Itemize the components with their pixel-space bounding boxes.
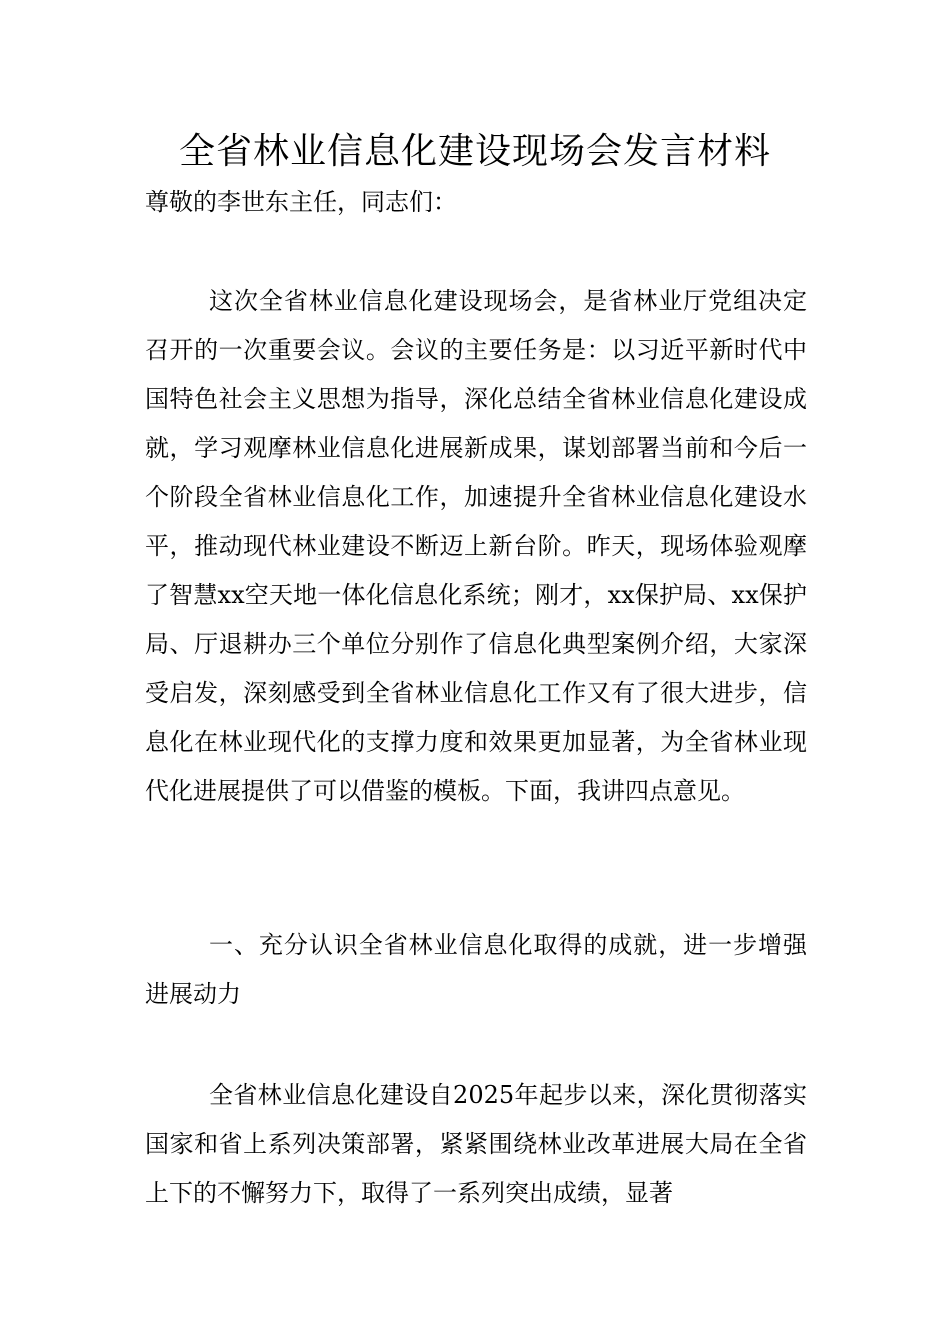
document-title: 全省林业信息化建设现场会发言材料	[178, 131, 771, 172]
body-paragraph-1: 这次全省林业信息化建设现场会，是省林业厅党组决定召开的一次重要会议。会议的主要任务是：以习近平新时代中国特色社会主义思想为指导，深化总结全省林业信息化建设成就，学习观摩林业信息化进展新成果，谋划部署当前和今后一个阶段全省林业信息化工作，加速提升全省林业信息化建设水平，推动现代林业建设不断迈上新台阶。昨天，现场体验观摩了智慧xx空天地一体化信息化系统；刚才，xx保护局、xx保护局、厅退耕办三个单位分别作了信息化典型案例介绍，大家深受启发，深刻感受到全省林业信息化工作又有了很大进步，信息化在林业现代化的支撑力度和效果更加显著，为全省林业现代化进展提供了可以借鉴的模板。下面，我讲四点意见。	[145, 287, 807, 805]
greeting-line: 尊敬的李世东主任，同志们：	[145, 188, 457, 216]
body-paragraph-2: 全省林业信息化建设自2025年起步以来，深化贯彻落实国家和省上系列决策部署，紧紧围绕林业改革进展大局在全省上下的不懈努力下，取得了一系列突出成绩，显著	[145, 1081, 807, 1207]
section-heading-1: 一、充分认识全省林业信息化取得的成就，进一步增强进展动力	[145, 931, 807, 1008]
